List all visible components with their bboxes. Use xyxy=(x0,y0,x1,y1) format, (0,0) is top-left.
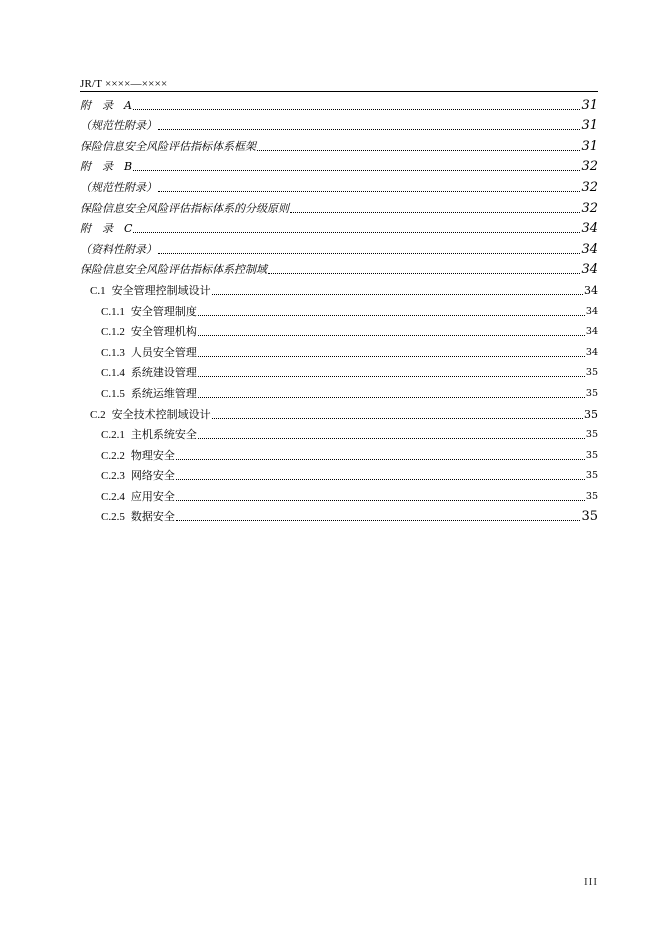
toc-entry-text: 数据安全 xyxy=(130,510,175,524)
toc-entry-title: 保险信息安全风险评估指标体系框架 xyxy=(80,139,256,153)
toc-entry-appendix-b[interactable] xyxy=(80,154,598,175)
toc-entry-text: 安全技术控制域设计 xyxy=(111,407,211,421)
toc-entry-number: C.1 xyxy=(90,284,106,297)
toc-entry-c1-1[interactable] xyxy=(80,298,598,319)
toc-entry-title xyxy=(101,510,175,524)
toc-leader-dots xyxy=(133,232,580,233)
toc-leader-dots xyxy=(198,335,585,336)
toc-entry-page: 31 xyxy=(581,118,598,134)
toc-entry-c1-4[interactable] xyxy=(80,360,598,381)
toc-entry-page: 35 xyxy=(585,490,598,502)
toc-entry-c1[interactable] xyxy=(80,277,598,298)
toc-entry-title xyxy=(101,366,197,380)
toc-entry-title: （资料性附录） xyxy=(80,242,157,256)
toc-entry-appendix-c-title[interactable] xyxy=(80,257,598,278)
toc-leader-dots xyxy=(158,253,580,254)
toc-entry-appendix-a-title[interactable] xyxy=(80,133,598,154)
toc-leader-dots xyxy=(257,150,580,151)
toc-entry-c1-5[interactable] xyxy=(80,380,598,401)
toc-entry-page: 35 xyxy=(581,509,598,525)
toc-entry-number: C.2.3 xyxy=(101,470,125,483)
toc-leader-dots xyxy=(198,356,585,357)
toc-entry-appendix-c[interactable] xyxy=(80,216,598,237)
toc-entry-page: 31 xyxy=(581,138,598,154)
toc-entry-text: 安全管理制度 xyxy=(130,304,197,318)
toc-entry-title: 附 录 C xyxy=(80,222,133,236)
table-of-contents xyxy=(80,92,598,524)
toc-leader-dots xyxy=(176,500,585,501)
toc-entry-page: 34 xyxy=(585,326,598,338)
toc-entry-page: 35 xyxy=(584,407,598,421)
toc-entry-text: 网络安全 xyxy=(130,469,175,483)
toc-entry-number: C.1.5 xyxy=(101,387,125,400)
toc-leader-dots xyxy=(268,273,580,274)
toc-entry-number: C.1.1 xyxy=(101,305,125,318)
toc-entry-title: （规范性附录） xyxy=(80,119,157,133)
toc-entry-number: C.2.2 xyxy=(101,449,125,462)
toc-entry-appendix-b-title[interactable] xyxy=(80,195,598,216)
toc-entry-page: 34 xyxy=(585,305,598,317)
toc-leader-dots xyxy=(212,418,583,419)
toc-leader-dots xyxy=(198,376,585,377)
toc-leader-dots xyxy=(176,520,581,521)
toc-entry-appendix-a[interactable] xyxy=(80,92,598,113)
toc-entry-text: 应用安全 xyxy=(130,489,175,503)
toc-entry-title xyxy=(101,428,197,442)
toc-leader-dots xyxy=(290,212,580,213)
toc-entry-text: 物理安全 xyxy=(130,448,175,462)
toc-entry-title xyxy=(101,325,197,339)
toc-entry-page: 32 xyxy=(581,200,598,216)
toc-entry-number: C.2 xyxy=(90,408,106,421)
toc-entry-c2-1[interactable] xyxy=(80,422,598,443)
toc-entry-title: 附 录 A xyxy=(80,98,132,112)
toc-leader-dots xyxy=(133,109,581,110)
toc-leader-dots xyxy=(133,170,580,171)
toc-entry-text: 系统建设管理 xyxy=(130,366,197,380)
toc-entry-title xyxy=(101,346,197,360)
toc-entry-page: 34 xyxy=(581,221,598,237)
toc-leader-dots xyxy=(212,294,583,295)
toc-entry-c1-2[interactable] xyxy=(80,319,598,340)
toc-leader-dots xyxy=(176,479,585,480)
toc-entry-page: 34 xyxy=(584,283,598,297)
toc-entry-c2[interactable] xyxy=(80,401,598,422)
toc-entry-c1-3[interactable] xyxy=(80,339,598,360)
toc-entry-number: C.1.2 xyxy=(101,326,125,339)
toc-entry-appendix-b-type[interactable] xyxy=(80,174,598,195)
toc-entry-page: 32 xyxy=(581,159,598,175)
toc-entry-c2-5[interactable] xyxy=(80,504,598,525)
toc-entry-title: 保险信息安全风险评估指标体系的分级原则 xyxy=(80,201,289,215)
toc-entry-title: 保险信息安全风险评估指标体系控制域 xyxy=(80,263,267,277)
page-number: III xyxy=(584,876,598,888)
toc-entry-number: C.1.3 xyxy=(101,346,125,359)
toc-entry-title: （规范性附录） xyxy=(80,180,157,194)
toc-entry-page: 34 xyxy=(581,262,598,278)
toc-entry-page: 35 xyxy=(585,429,598,441)
toc-leader-dots xyxy=(198,315,585,316)
toc-entry-title xyxy=(90,408,211,422)
toc-entry-c2-2[interactable] xyxy=(80,442,598,463)
toc-entry-number: C.2.4 xyxy=(101,490,125,503)
toc-entry-title xyxy=(101,469,175,483)
toc-entry-text: 主机系统安全 xyxy=(130,428,197,442)
toc-entry-appendix-c-type[interactable] xyxy=(80,236,598,257)
toc-entry-page: 35 xyxy=(585,387,598,399)
toc-entry-title xyxy=(90,284,211,298)
toc-leader-dots xyxy=(158,129,580,130)
toc-entry-page: 35 xyxy=(585,367,598,379)
toc-entry-page: 35 xyxy=(585,470,598,482)
toc-leader-dots xyxy=(158,191,580,192)
toc-entry-title xyxy=(101,387,197,401)
document-code: JR/T ××××—×××× xyxy=(80,78,168,90)
toc-entry-title xyxy=(101,490,175,504)
toc-entry-page: 31 xyxy=(581,97,598,113)
toc-entry-text: 安全管理控制域设计 xyxy=(111,283,211,297)
toc-entry-c2-3[interactable] xyxy=(80,463,598,484)
toc-entry-title xyxy=(101,449,175,463)
toc-leader-dots xyxy=(198,438,585,439)
toc-entry-page: 32 xyxy=(581,179,598,195)
toc-entry-text: 安全管理机构 xyxy=(130,325,197,339)
toc-entry-text: 系统运维管理 xyxy=(130,386,197,400)
toc-entry-c2-4[interactable] xyxy=(80,483,598,504)
toc-entry-number: C.1.4 xyxy=(101,367,125,380)
toc-entry-page: 35 xyxy=(585,449,598,461)
toc-entry-page: 34 xyxy=(585,346,598,358)
toc-leader-dots xyxy=(176,459,585,460)
toc-entry-appendix-a-type[interactable] xyxy=(80,113,598,134)
toc-leader-dots xyxy=(198,397,585,398)
toc-entry-title: 附 录 B xyxy=(80,160,133,174)
toc-entry-page: 34 xyxy=(581,241,598,257)
toc-entry-number: C.2.5 xyxy=(101,511,125,524)
toc-entry-number: C.2.1 xyxy=(101,429,125,442)
toc-entry-title xyxy=(101,305,197,319)
toc-entry-text: 人员安全管理 xyxy=(130,345,197,359)
